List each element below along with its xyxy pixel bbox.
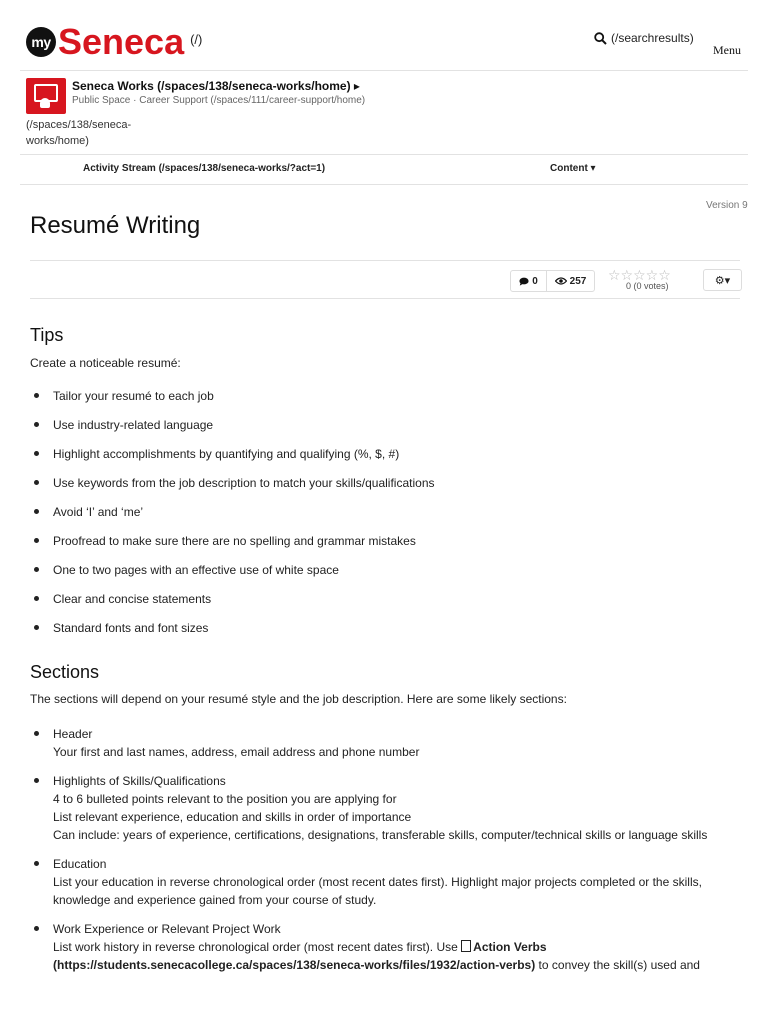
space-breadcrumb[interactable]: Public Space · Career Support (/spaces/111/career-support/home) [72,95,366,106]
rating-votes: 0 (0 votes) [626,281,669,291]
comment-icon [519,277,529,286]
activity-stream-tab[interactable]: Activity Stream (/spaces/138/seneca-works/?act=1) [83,163,326,174]
section-item-title: Work Experience or Relevant Project Work [53,922,281,936]
section-item-title: Header [53,727,93,741]
title-divider [30,260,740,261]
rating-stars[interactable]: ☆☆☆☆☆ [608,267,671,283]
work-text-after: to convey the skill(s) used and [535,958,700,972]
hand-icon [40,98,50,108]
settings-gear-button[interactable]: ⚙▾ [703,269,742,291]
content-dropdown[interactable]: Content ▾ [550,163,596,174]
section-item-title: Education [53,857,107,871]
search-icon [594,32,607,45]
work-text-before: List work history in reverse chronological order (most recent dates first). Use [53,940,462,954]
version-label[interactable]: Version 9 [706,200,748,211]
section-item-line [53,938,742,974]
sections-heading: Sections [30,662,100,682]
logo-link-text: (/) [190,31,203,47]
list-item [30,920,742,974]
logo-my-badge: my [26,27,56,57]
tips-intro: Create a noticeable resumé: [30,356,181,370]
list-item [30,772,742,844]
views-button[interactable] [546,270,595,292]
sections-intro: The sections will depend on your resumé style and the job description. Here are some likely sections: [30,692,567,706]
list-item: Proofread to make sure there are no spelling and grammar mistakes [30,532,742,561]
meta-divider [30,298,740,299]
document-icon [461,940,471,952]
logo-seneca-text: Seneca [58,21,185,62]
search-link[interactable] [594,31,694,45]
header-divider [20,70,748,71]
list-item [30,855,742,909]
list-item: Avoid ‘I’ and ‘me’ [30,503,742,532]
section-item-line: Your first and last names, address, email address and phone number [53,745,420,759]
list-item: Highlight accomplishments by quantifying and qualifying (%, $, #) [30,445,742,474]
section-item-line: Can include: years of experience, certifications, designations, transferable skills, computer/technical skills or language skills [53,828,708,842]
section-item-line: List your education in reverse chronological order (most recent dates first). Highlight major projects completed or the skills, knowledge and experience gained from your course of study. [53,875,702,907]
space-title-link[interactable]: Seneca Works (/spaces/138/seneca-works/home) ▸ [72,79,360,93]
eye-icon [555,277,567,285]
space-home-link[interactable]: (/spaces/138/seneca-works/home) [26,119,132,147]
comments-button[interactable] [510,270,547,292]
section-item-line: 4 to 6 bulleted points relevant to the position you are applying for [53,792,397,806]
tips-list [30,387,742,648]
list-item: Tailor your resumé to each job [30,387,742,416]
list-item [30,725,742,761]
section-item-line: List relevant experience, education and skills in order of importance [53,810,412,824]
views-count: 257 [569,275,587,287]
list-item: Standard fonts and font sizes [30,619,742,648]
space-icon[interactable] [26,78,66,114]
sections-list [30,725,742,985]
myseneca-logo[interactable] [26,22,202,62]
comments-count: 0 [532,275,538,287]
space-divider [20,154,748,155]
action-verbs-link[interactable]: Action Verbs (https://students.senecacollege.ca/spaces/138/seneca-works/files/1932/action-verbs) [53,940,547,972]
section-item-title: Highlights of Skills/Qualifications [53,774,226,788]
list-item: One to two pages with an effective use of white space [30,561,742,590]
list-item: Use keywords from the job description to match your skills/qualifications [30,474,742,503]
list-item: Clear and concise statements [30,590,742,619]
list-item: Use industry-related language [30,416,742,445]
tips-heading: Tips [30,325,64,345]
menu-button[interactable]: Menu [713,43,741,57]
page-title: Resumé Writing [30,212,201,239]
nav-divider [20,184,748,185]
search-link-text: (/searchresults) [611,31,694,45]
